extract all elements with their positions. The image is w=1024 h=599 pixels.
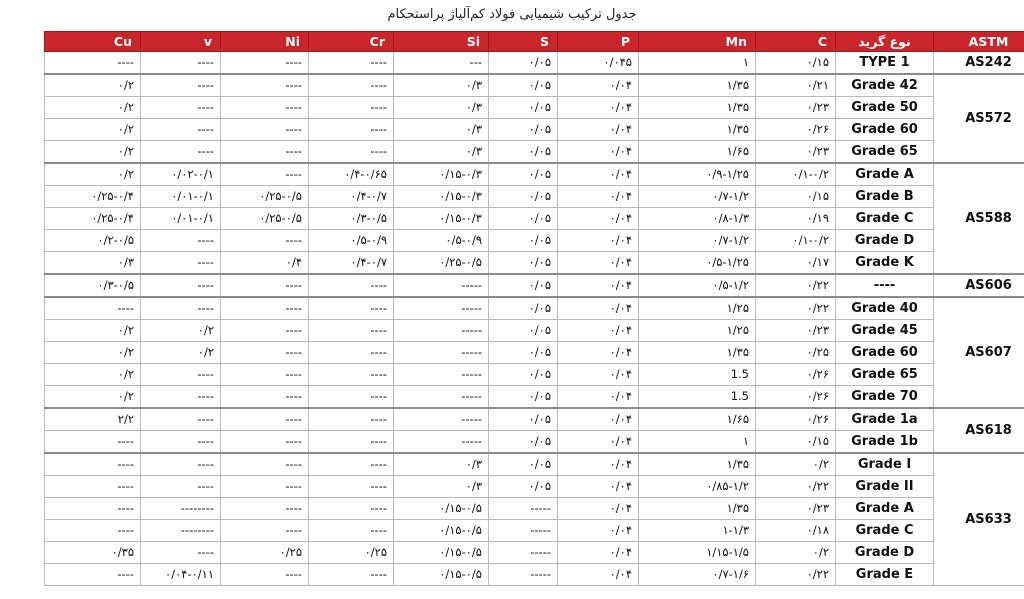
astm-cell: AS618: [934, 408, 1024, 453]
s-cell: ۰/۰۵: [489, 186, 558, 208]
grade-cell: Grade K: [836, 252, 934, 275]
mn-cell: ۰/۹-۱/۲۵: [639, 163, 756, 186]
ni-cell: ۰/۲۵-۰/۵: [221, 186, 309, 208]
s-cell: ۰/۰۵: [489, 408, 558, 431]
cu-cell: ۰/۲: [45, 74, 141, 97]
mn-cell: ۱/۳۵: [639, 453, 756, 476]
table-row: [45, 74, 1024, 97]
grade-cell: Grade 45: [836, 320, 934, 342]
cr-cell: ----: [309, 52, 394, 75]
table-row: [45, 476, 1024, 498]
cu-cell: ۲/۲: [45, 408, 141, 431]
table-row: [45, 386, 1024, 409]
v-cell: ----: [141, 74, 221, 97]
ni-cell: ----: [221, 342, 309, 364]
cu-cell: ۰/۲: [45, 97, 141, 119]
grade-cell: Grade I: [836, 453, 934, 476]
grade-cell: Grade 65: [836, 141, 934, 164]
cr-cell: ----: [309, 431, 394, 454]
cu-cell: ----: [45, 520, 141, 542]
si-cell: -----: [394, 408, 489, 431]
c-cell: ۰/۲۶: [756, 408, 836, 431]
si-cell: ۰/۳: [394, 74, 489, 97]
p-cell: ۰/۰۴: [558, 119, 639, 141]
c-cell: ۰/۲۶: [756, 119, 836, 141]
ni-cell: ----: [221, 230, 309, 252]
c-cell: ۰/۲۲: [756, 564, 836, 586]
cu-cell: ۰/۲۵-۰/۴: [45, 186, 141, 208]
v-cell: ----: [141, 386, 221, 409]
ni-cell: ----: [221, 476, 309, 498]
cu-cell: ----: [45, 564, 141, 586]
s-cell: ۰/۰۵: [489, 52, 558, 75]
header-astm: ASTM: [934, 32, 1024, 52]
cr-cell: ۰/۵-۰/۹: [309, 230, 394, 252]
s-cell: ۰/۰۵: [489, 342, 558, 364]
c-cell: ۰/۲۱: [756, 74, 836, 97]
mn-cell: ۰/۵-۱/۲: [639, 274, 756, 297]
s-cell: ۰/۰۵: [489, 431, 558, 454]
cu-cell: ۰/۲-۰/۵: [45, 230, 141, 252]
table-row: [45, 274, 1024, 297]
grade-cell: Grade B: [836, 186, 934, 208]
cr-cell: ----: [309, 297, 394, 320]
grade-cell: Grade 42: [836, 74, 934, 97]
ni-cell: ----: [221, 297, 309, 320]
p-cell: ۰/۰۴: [558, 564, 639, 586]
grade-cell: Grade C: [836, 520, 934, 542]
mn-cell: 1.5: [639, 364, 756, 386]
cr-cell: ----: [309, 408, 394, 431]
grade-cell: Grade E: [836, 564, 934, 586]
table-body: [45, 52, 1024, 586]
grade-cell: Grade D: [836, 542, 934, 564]
c-cell: ۰/۲۳: [756, 498, 836, 520]
cu-cell: ----: [45, 453, 141, 476]
s-cell: -----: [489, 542, 558, 564]
v-cell: ----: [141, 230, 221, 252]
cu-cell: ۰/۲: [45, 163, 141, 186]
v-cell: --------: [141, 520, 221, 542]
mn-cell: ۱: [639, 52, 756, 75]
header-s: S: [489, 32, 558, 52]
ni-cell: ----: [221, 453, 309, 476]
header-c: C: [756, 32, 836, 52]
si-cell: ۰/۱۵-۰/۵: [394, 520, 489, 542]
c-cell: ۰/۲۲: [756, 297, 836, 320]
p-cell: ۰/۰۴: [558, 520, 639, 542]
table-row: [45, 186, 1024, 208]
grade-cell: Grade 60: [836, 119, 934, 141]
p-cell: ۰/۰۴: [558, 252, 639, 275]
grade-cell: Grade 65: [836, 364, 934, 386]
c-cell: ۰/۱۵: [756, 52, 836, 75]
p-cell: ۰/۰۴: [558, 74, 639, 97]
cr-cell: ۰/۳-۰/۵: [309, 208, 394, 230]
cr-cell: ۰/۴-۰/۶۵: [309, 163, 394, 186]
c-cell: ۰/۱۵: [756, 186, 836, 208]
mn-cell: ۱/۳۵: [639, 498, 756, 520]
grade-cell: Grade C: [836, 208, 934, 230]
cr-cell: ----: [309, 119, 394, 141]
cu-cell: ----: [45, 431, 141, 454]
mn-cell: ۱/۳۵: [639, 74, 756, 97]
v-cell: ----: [141, 297, 221, 320]
si-cell: ۰/۳: [394, 476, 489, 498]
header-si: Si: [394, 32, 489, 52]
s-cell: -----: [489, 498, 558, 520]
grade-cell: Grade 1b: [836, 431, 934, 454]
v-cell: ----: [141, 542, 221, 564]
mn-cell: ۱: [639, 431, 756, 454]
table-title: جدول ترکیب شیمیایی فولاد کم‌آلیاژ پراستحکام: [387, 7, 637, 22]
ni-cell: ----: [221, 408, 309, 431]
cr-cell: ----: [309, 342, 394, 364]
header-cr: Cr: [309, 32, 394, 52]
c-cell: ۰/۱۸: [756, 520, 836, 542]
si-cell: -----: [394, 431, 489, 454]
cu-cell: ----: [45, 476, 141, 498]
p-cell: ۰/۰۴: [558, 141, 639, 164]
cu-cell: ----: [45, 297, 141, 320]
grade-cell: Grade A: [836, 163, 934, 186]
p-cell: ۰/۰۴: [558, 208, 639, 230]
ni-cell: ۰/۲۵-۰/۵: [221, 208, 309, 230]
table-row: [45, 498, 1024, 520]
v-cell: ----: [141, 52, 221, 75]
c-cell: ۰/۲۶: [756, 386, 836, 409]
ni-cell: ----: [221, 52, 309, 75]
ni-cell: ----: [221, 141, 309, 164]
p-cell: ۰/۰۴: [558, 408, 639, 431]
table-row: [45, 320, 1024, 342]
p-cell: ۰/۰۴: [558, 476, 639, 498]
cu-cell: ۰/۲: [45, 320, 141, 342]
header-p: P: [558, 32, 639, 52]
si-cell: ۰/۳: [394, 453, 489, 476]
s-cell: ۰/۰۵: [489, 453, 558, 476]
c-cell: ۰/۲۶: [756, 364, 836, 386]
grade-cell: Grade 1a: [836, 408, 934, 431]
si-cell: ۰/۳: [394, 97, 489, 119]
table-row: [45, 408, 1024, 431]
cr-cell: ۰/۲۵: [309, 542, 394, 564]
grade-cell: ----: [836, 274, 934, 297]
v-cell: ----: [141, 119, 221, 141]
si-cell: -----: [394, 297, 489, 320]
header-v: v: [141, 32, 221, 52]
c-cell: ۰/۱-۰/۲: [756, 163, 836, 186]
p-cell: ۰/۰۴: [558, 364, 639, 386]
s-cell: ۰/۰۵: [489, 141, 558, 164]
mn-cell: ۰/۵-۱/۲۵: [639, 252, 756, 275]
mn-cell: 1.5: [639, 386, 756, 409]
cu-cell: ۰/۳-۰/۵: [45, 274, 141, 297]
p-cell: ۰/۰۴: [558, 431, 639, 454]
cr-cell: ۰/۴-۰/۷: [309, 252, 394, 275]
c-cell: ۰/۲۲: [756, 274, 836, 297]
cr-cell: ۰/۴-۰/۷: [309, 186, 394, 208]
s-cell: ۰/۰۵: [489, 74, 558, 97]
s-cell: ۰/۰۵: [489, 230, 558, 252]
grade-cell: Grade A: [836, 498, 934, 520]
grade-cell: TYPE 1: [836, 52, 934, 75]
v-cell: ۰/۰۴-۰/۱۱: [141, 564, 221, 586]
cu-cell: ۰/۲: [45, 386, 141, 409]
mn-cell: ۱/۱۵-۱/۵: [639, 542, 756, 564]
v-cell: ۰/۲: [141, 320, 221, 342]
ni-cell: ----: [221, 364, 309, 386]
cr-cell: ----: [309, 520, 394, 542]
p-cell: ۰/۰۴: [558, 230, 639, 252]
s-cell: ۰/۰۵: [489, 297, 558, 320]
si-cell: -----: [394, 342, 489, 364]
table-row: [45, 52, 1024, 75]
table-row: [45, 208, 1024, 230]
mn-cell: ۱/۳۵: [639, 97, 756, 119]
cr-cell: ----: [309, 97, 394, 119]
si-cell: ۰/۱۵-۰/۵: [394, 498, 489, 520]
ni-cell: ۰/۴: [221, 252, 309, 275]
mn-cell: ۱/۶۵: [639, 141, 756, 164]
ni-cell: ----: [221, 564, 309, 586]
mn-cell: ۱/۲۵: [639, 320, 756, 342]
p-cell: ۰/۰۴: [558, 186, 639, 208]
s-cell: ۰/۰۵: [489, 208, 558, 230]
mn-cell: ۰/۸۵-۱/۲: [639, 476, 756, 498]
astm-cell: AS572: [934, 74, 1024, 163]
astm-cell: AS633: [934, 453, 1024, 586]
v-cell: --------: [141, 498, 221, 520]
ni-cell: ----: [221, 74, 309, 97]
cr-cell: ----: [309, 141, 394, 164]
cu-cell: ۰/۲۵-۰/۴: [45, 208, 141, 230]
grade-cell: Grade 40: [836, 297, 934, 320]
si-cell: -----: [394, 274, 489, 297]
si-cell: ۰/۳: [394, 141, 489, 164]
cu-cell: ۰/۲: [45, 141, 141, 164]
cr-cell: ----: [309, 564, 394, 586]
cu-cell: ۰/۲: [45, 119, 141, 141]
ni-cell: ----: [221, 274, 309, 297]
si-cell: ۰/۳: [394, 119, 489, 141]
composition-table: [44, 31, 1024, 586]
astm-cell: AS242: [934, 52, 1024, 75]
header-cu: Cu: [45, 32, 141, 52]
cr-cell: ----: [309, 364, 394, 386]
v-cell: ----: [141, 141, 221, 164]
p-cell: ۰/۰۴: [558, 542, 639, 564]
si-cell: ۰/۱۵-۰/۵: [394, 564, 489, 586]
mn-cell: ۱/۲۵: [639, 297, 756, 320]
cu-cell: ----: [45, 498, 141, 520]
ni-cell: ----: [221, 520, 309, 542]
p-cell: ۰/۰۴۵: [558, 52, 639, 75]
table-row: [45, 230, 1024, 252]
grade-cell: Grade II: [836, 476, 934, 498]
s-cell: ۰/۰۵: [489, 252, 558, 275]
v-cell: ----: [141, 476, 221, 498]
c-cell: ۰/۲۵: [756, 342, 836, 364]
p-cell: ۰/۰۴: [558, 386, 639, 409]
mn-cell: ۰/۷-۱/۲: [639, 186, 756, 208]
v-cell: ----: [141, 431, 221, 454]
cr-cell: ----: [309, 498, 394, 520]
p-cell: ۰/۰۴: [558, 97, 639, 119]
astm-cell: AS606: [934, 274, 1024, 297]
grade-cell: Grade 60: [836, 342, 934, 364]
v-cell: ----: [141, 252, 221, 275]
table-row: [45, 297, 1024, 320]
si-cell: ۰/۱۵-۰/۵: [394, 542, 489, 564]
v-cell: ----: [141, 408, 221, 431]
c-cell: ۰/۲۳: [756, 97, 836, 119]
table-row: [45, 542, 1024, 564]
cu-cell: ۰/۲: [45, 342, 141, 364]
header-row: [45, 32, 1024, 52]
mn-cell: ۱/۳۵: [639, 119, 756, 141]
v-cell: ----: [141, 97, 221, 119]
si-cell: ۰/۵-۰/۹: [394, 230, 489, 252]
cr-cell: ----: [309, 274, 394, 297]
si-cell: ۰/۱۵-۰/۳: [394, 186, 489, 208]
table-row: [45, 364, 1024, 386]
mn-cell: ۱/۳۵: [639, 342, 756, 364]
s-cell: ۰/۰۵: [489, 119, 558, 141]
table-row: [45, 564, 1024, 586]
astm-cell: AS588: [934, 163, 1024, 274]
table-row: [45, 520, 1024, 542]
header-grade: نوع گرید: [836, 32, 934, 52]
p-cell: ۰/۰۴: [558, 342, 639, 364]
header-mn: Mn: [639, 32, 756, 52]
astm-cell: AS607: [934, 297, 1024, 408]
s-cell: ۰/۰۵: [489, 320, 558, 342]
ni-cell: ۰/۲۵: [221, 542, 309, 564]
si-cell: ۰/۱۵-۰/۳: [394, 163, 489, 186]
si-cell: ---: [394, 52, 489, 75]
v-cell: ----: [141, 274, 221, 297]
ni-cell: ----: [221, 431, 309, 454]
c-cell: ۰/۲۲: [756, 476, 836, 498]
mn-cell: ۰/۷-۱/۶: [639, 564, 756, 586]
p-cell: ۰/۰۴: [558, 163, 639, 186]
v-cell: ۰/۰۲-۰/۱: [141, 163, 221, 186]
cr-cell: ----: [309, 476, 394, 498]
grade-cell: Grade 50: [836, 97, 934, 119]
header-ni: Ni: [221, 32, 309, 52]
si-cell: ۰/۲۵-۰/۵: [394, 252, 489, 275]
cu-cell: ۰/۳۵: [45, 542, 141, 564]
cu-cell: ۰/۲: [45, 364, 141, 386]
s-cell: ۰/۰۵: [489, 364, 558, 386]
s-cell: ۰/۰۵: [489, 163, 558, 186]
s-cell: ۰/۰۵: [489, 97, 558, 119]
mn-cell: ۱-۱/۳: [639, 520, 756, 542]
si-cell: -----: [394, 386, 489, 409]
mn-cell: ۰/۸-۱/۳: [639, 208, 756, 230]
ni-cell: ----: [221, 498, 309, 520]
ni-cell: ----: [221, 163, 309, 186]
cr-cell: ----: [309, 386, 394, 409]
v-cell: ----: [141, 364, 221, 386]
c-cell: ۰/۱۷: [756, 252, 836, 275]
s-cell: -----: [489, 564, 558, 586]
grade-cell: Grade 70: [836, 386, 934, 409]
c-cell: ۰/۲: [756, 453, 836, 476]
c-cell: ۰/۱۵: [756, 431, 836, 454]
v-cell: ۰/۲: [141, 342, 221, 364]
c-cell: ۰/۱-۰/۲: [756, 230, 836, 252]
si-cell: ۰/۱۵-۰/۳: [394, 208, 489, 230]
mn-cell: ۰/۷-۱/۲: [639, 230, 756, 252]
cr-cell: ----: [309, 74, 394, 97]
v-cell: ----: [141, 453, 221, 476]
grade-cell: Grade D: [836, 230, 934, 252]
table-row: [45, 163, 1024, 186]
p-cell: ۰/۰۴: [558, 274, 639, 297]
ni-cell: ----: [221, 320, 309, 342]
s-cell: ۰/۰۵: [489, 476, 558, 498]
table-row: [45, 97, 1024, 119]
mn-cell: ۱/۶۵: [639, 408, 756, 431]
table-row: [45, 252, 1024, 275]
s-cell: -----: [489, 520, 558, 542]
table-row: [45, 431, 1024, 454]
table-row: [45, 453, 1024, 476]
ni-cell: ----: [221, 119, 309, 141]
p-cell: ۰/۰۴: [558, 453, 639, 476]
s-cell: ۰/۰۵: [489, 386, 558, 409]
si-cell: -----: [394, 364, 489, 386]
ni-cell: ----: [221, 97, 309, 119]
c-cell: ۰/۲: [756, 542, 836, 564]
c-cell: ۰/۲۳: [756, 141, 836, 164]
ni-cell: ----: [221, 386, 309, 409]
p-cell: ۰/۰۴: [558, 498, 639, 520]
cu-cell: ----: [45, 52, 141, 75]
v-cell: ۰/۰۱-۰/۱: [141, 186, 221, 208]
table-row: [45, 141, 1024, 164]
table-row: [45, 119, 1024, 141]
s-cell: ۰/۰۵: [489, 274, 558, 297]
p-cell: ۰/۰۴: [558, 297, 639, 320]
c-cell: ۰/۲۳: [756, 320, 836, 342]
v-cell: ۰/۰۱-۰/۱: [141, 208, 221, 230]
cr-cell: ----: [309, 453, 394, 476]
p-cell: ۰/۰۴: [558, 320, 639, 342]
si-cell: -----: [394, 320, 489, 342]
table-row: [45, 342, 1024, 364]
cr-cell: ----: [309, 320, 394, 342]
cu-cell: ۰/۳: [45, 252, 141, 275]
c-cell: ۰/۱۹: [756, 208, 836, 230]
